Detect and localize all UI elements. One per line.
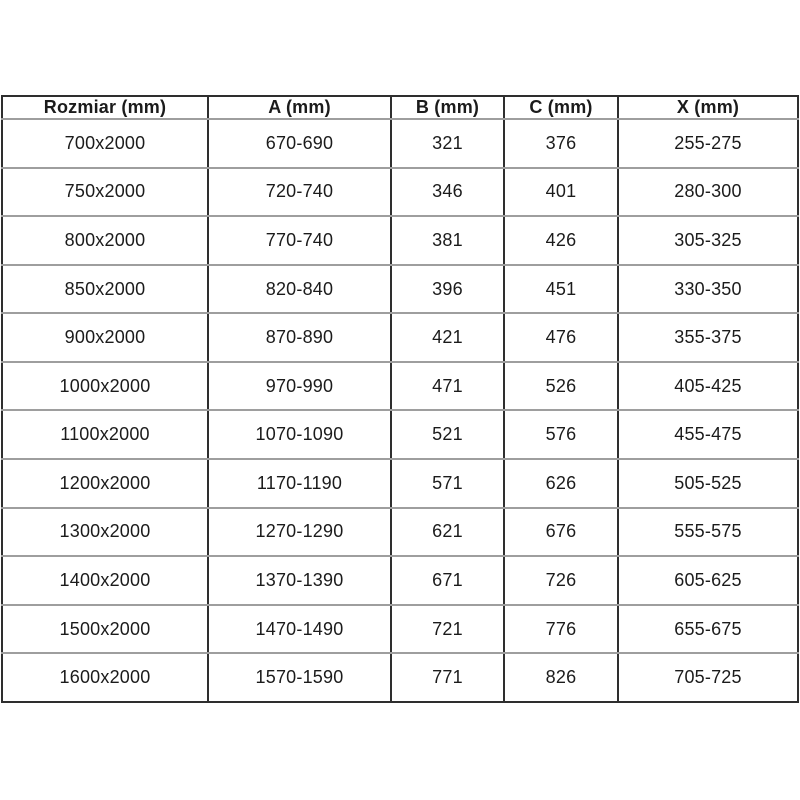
table-cell: 820-840 <box>208 265 391 314</box>
table-cell: 476 <box>504 313 618 362</box>
table-cell: 776 <box>504 605 618 654</box>
table-cell: 1270-1290 <box>208 508 391 557</box>
table-cell: 355-375 <box>618 313 798 362</box>
table-cell: 900x2000 <box>2 313 208 362</box>
table-cell: 1070-1090 <box>208 410 391 459</box>
table-cell: 655-675 <box>618 605 798 654</box>
table-cell: 1400x2000 <box>2 556 208 605</box>
table-row <box>2 313 798 362</box>
table-cell: 571 <box>391 459 504 508</box>
table-cell: 1600x2000 <box>2 653 208 702</box>
table-cell: 1200x2000 <box>2 459 208 508</box>
table-cell: 1170-1190 <box>208 459 391 508</box>
table-cell: 605-625 <box>618 556 798 605</box>
column-header: C (mm) <box>504 96 618 119</box>
table-cell: 1300x2000 <box>2 508 208 557</box>
table-cell: 521 <box>391 410 504 459</box>
table-cell: 330-350 <box>618 265 798 314</box>
header-row <box>2 96 798 119</box>
table-cell: 505-525 <box>618 459 798 508</box>
table-cell: 700x2000 <box>2 119 208 168</box>
table-cell: 771 <box>391 653 504 702</box>
table-cell: 1570-1590 <box>208 653 391 702</box>
table-cell: 870-890 <box>208 313 391 362</box>
table-row <box>2 653 798 702</box>
table-cell: 1500x2000 <box>2 605 208 654</box>
column-header: Rozmiar (mm) <box>2 96 208 119</box>
table-cell: 750x2000 <box>2 168 208 217</box>
table-cell: 280-300 <box>618 168 798 217</box>
table-cell: 800x2000 <box>2 216 208 265</box>
table-cell: 401 <box>504 168 618 217</box>
table-cell: 526 <box>504 362 618 411</box>
table-cell: 770-740 <box>208 216 391 265</box>
table-cell: 1470-1490 <box>208 605 391 654</box>
table-row <box>2 168 798 217</box>
table-cell: 970-990 <box>208 362 391 411</box>
table-cell: 426 <box>504 216 618 265</box>
column-header: A (mm) <box>208 96 391 119</box>
table-cell: 376 <box>504 119 618 168</box>
table-cell: 720-740 <box>208 168 391 217</box>
table-row <box>2 410 798 459</box>
column-header: B (mm) <box>391 96 504 119</box>
size-table <box>1 95 799 703</box>
table-cell: 705-725 <box>618 653 798 702</box>
table-cell: 255-275 <box>618 119 798 168</box>
table-row <box>2 556 798 605</box>
table-row <box>2 508 798 557</box>
table-row <box>2 459 798 508</box>
table-row <box>2 605 798 654</box>
table-cell: 381 <box>391 216 504 265</box>
table-cell: 321 <box>391 119 504 168</box>
column-header: X (mm) <box>618 96 798 119</box>
table-cell: 1000x2000 <box>2 362 208 411</box>
table-cell: 555-575 <box>618 508 798 557</box>
table-cell: 676 <box>504 508 618 557</box>
table-row <box>2 265 798 314</box>
size-table-body <box>2 119 798 702</box>
table-row <box>2 362 798 411</box>
table-cell: 621 <box>391 508 504 557</box>
table-cell: 405-425 <box>618 362 798 411</box>
table-cell: 305-325 <box>618 216 798 265</box>
table-cell: 455-475 <box>618 410 798 459</box>
table-cell: 471 <box>391 362 504 411</box>
table-cell: 726 <box>504 556 618 605</box>
table-cell: 826 <box>504 653 618 702</box>
table-cell: 396 <box>391 265 504 314</box>
table-cell: 671 <box>391 556 504 605</box>
table-cell: 670-690 <box>208 119 391 168</box>
table-cell: 626 <box>504 459 618 508</box>
table-cell: 346 <box>391 168 504 217</box>
table-row <box>2 119 798 168</box>
size-table-header <box>2 96 798 119</box>
table-cell: 421 <box>391 313 504 362</box>
table-cell: 576 <box>504 410 618 459</box>
table-cell: 1370-1390 <box>208 556 391 605</box>
table-cell: 850x2000 <box>2 265 208 314</box>
table-cell: 721 <box>391 605 504 654</box>
table-cell: 1100x2000 <box>2 410 208 459</box>
table-cell: 451 <box>504 265 618 314</box>
table-row <box>2 216 798 265</box>
